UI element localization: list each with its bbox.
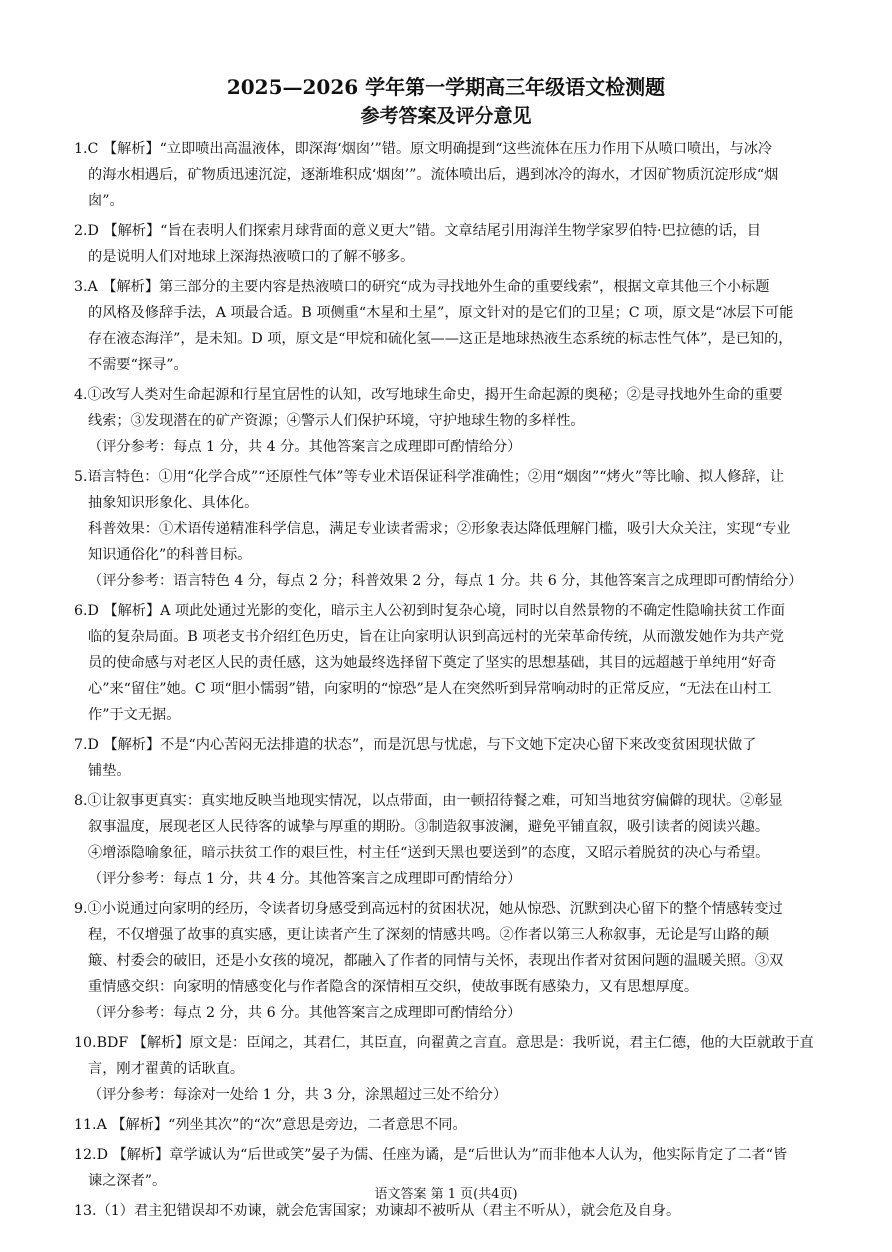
answer-line: 员的使命感与对老区人民的责任感，这为她最终选择留下奠定了坚实的思想基础，其目的远超越于单纯用“好奇 [88,655,777,671]
answer-line: 1.C 【解析】“立即喷出高温液体，即深海‘烟囱’”错。原文明确提到“这些流体在压力作用下从喷口喷出，与冰冷 [74,141,773,157]
answer-line: 不需要“探寻”。 [88,357,188,373]
answer-line: 的海水相遇后，矿物质迅速沉淀，逐渐堆积成‘烟囱’”。流体喷出后，遇到冰冷的海水，才因矿物质沉淀形成“烟 [88,167,779,183]
answer-line: 6.D 【解析】A 项此处通过光影的变化，暗示主人公初到时复杂心境，同时以自然景物的不确定性隐喻扶贫工作面 [74,603,785,619]
answer-line: 3.A 【解析】第三部分的主要内容是热液喷口的研究“成为寻找地外生命的重要线索”，根据文章其他三个小标题 [74,279,770,295]
answer-line: 重情感交织：向家明的情感变化与作者隐含的深情相互交织，使故事既有感染力，又有思想厚度。 [88,979,699,995]
answer-item [74,1030,822,1108]
answer-line: 言，刚才翟黄的话耿直。 [88,1061,245,1077]
answer-line: 5.语言特色：①用“化学合成”“还原性气体”等专业术语保证科学准确性；②用“烟囱”“烤火”等比喻、拟人修辞，让 [74,469,785,485]
answer-item [74,598,822,728]
answer-line: 12.D 【解析】章学诚认为“后世或笑”晏子为儒、任座为谲，是“后世认为”而非他本人认为，他实际肯定了二者“皆 [74,1147,788,1163]
answer-list [74,136,822,1228]
answer-line: 科普效果：①术语传递精准科学信息，满足专业读者需求；②形象表达降低理解门槛，吸引大众关注，实现“专业 [88,521,791,537]
answer-line: 铺垫。 [88,763,131,779]
answer-item [74,274,822,378]
answer-line: 抽象知识形象化、具体化。 [88,495,259,511]
answer-item [74,382,822,460]
answer-line: 7.D 【解析】不是“内心苦闷无法排遣的状态”，而是沉思与忧虑，与下文她下定决心留下来改变贫困现状做了 [74,737,757,753]
answer-line: 知识通俗化”的科普目标。 [88,547,252,563]
answer-item [74,732,822,784]
answer-line: 9.①小说通过向家明的经历，令读者切身感受到高远村的贫困状况，她从惊恐、沉默到决心留下的整个情感转变过 [74,901,783,917]
answer-line: 11.A 【解析】“列坐其次”的“次”意思是旁边，二者意思不同。 [74,1117,467,1133]
answer-line: （评分参考：每点 2 分，共 6 分。其他答案言之成理即可酌情给分） [88,1005,522,1021]
answer-line: 的风格及修辞手法，A 项最合适。B 项侧重“木星和土星”，原文针对的是它们的卫星；C 项，原文是“冰层下可能 [88,305,794,321]
answer-line: 存在液态海洋”，是未知。D 项，原文是“甲烷和硫化氢——这正是地球热液生态系统的标志性气体”，是已知的， [88,331,793,347]
answer-line: 谏之深者”。 [88,1173,167,1189]
answer-item [74,218,822,270]
answer-line: （评分参考：每点 1 分，共 4 分。其他答案言之成理即可酌情给分） [88,439,522,455]
answer-item [74,896,822,1026]
answer-item [74,1112,822,1138]
answer-line: 心”来“留住”她。C 项“胆小懦弱”错，向家明的“惊恐”是人在突然听到异常响动时的正常反应，“无法在山村工 [88,681,772,697]
answer-line: 4.①改写人类对生命起源和行星宜居性的认知，改写地球生命史，揭开生命起源的奥秘；②是寻找地外生命的重要 [74,387,783,403]
answer-line: （评分参考：语言特色 4 分，每点 2 分；科普效果 2 分，每点 1 分。共 6 分，其他答案言之成理即可酌情给分） [88,573,803,589]
answer-item [74,136,822,214]
answer-line: 8.①让叙事更真实：真实地反映当地现实情况，以点带面，由一顿招待餐之难，可知当地贫穷偏僻的现状。②彰显 [74,793,783,809]
answer-line: （评分参考：每点 1 分，共 4 分。其他答案言之成理即可酌情给分） [88,871,522,887]
answer-line: 临的复杂局面。B 项老支书介绍红色历史，旨在让向家明认识到高远村的光荣革命传统，从而激发她作为共产党 [88,629,784,645]
answer-line: 作”于文无据。 [88,707,181,723]
answer-line: 13.（1）君主犯错误却不劝谏，就会危害国家；劝谏却不被听从（君主不听从），就会危及自身。 [74,1203,681,1219]
page-footer: 语文答案 第 1 页(共4页) [374,1187,518,1202]
answer-item [74,788,822,892]
answer-line: 10.BDF 【解析】原文是：臣闻之，其君仁，其臣直，向翟黄之言直。意思是：我听说，君主仁德，他的大臣就敢于直 [74,1035,814,1051]
answer-line: 线索；③发现潜在的矿产资源；④警示人们保护环境，守护地球生物的多样性。 [88,413,585,429]
page-title: 2025—2026 学年第一学期高三年级语文检测题 [226,75,666,99]
answer-line: （评分参考：每涂对一处给 1 分，共 3 分，涂黑超过三处不给分） [88,1087,508,1103]
answer-line: ④增添隐喻象征，暗示扶贫工作的艰巨性，村主任“送到天黑也要送到”的态度，又昭示着脱贫的决心与希望。 [88,845,770,861]
page-subtitle: 参考答案及评分意见 [360,105,532,127]
answer-line: 簸、村委会的破旧，还是小女孩的境况，都融入了作者的同情与关怀，表现出作者对贫困问题的温暖关照。③双 [88,953,784,969]
answer-line: 的是说明人们对地球上深海热液喷口的了解不够多。 [88,249,415,265]
answer-line: 程，不仅增强了故事的真实感，更让读者产生了深刻的情感共鸣。②作者以第三人称叙事，无论是写山路的颠 [88,927,770,943]
answer-line: 叙事温度，展现老区人民待客的诚挚与厚重的期盼。③制造叙事波澜，避免平铺直叙，吸引读者的阅读兴趣。 [88,819,770,835]
answer-line: 2.D 【解析】“旨在表明人们探索月球背面的意义更大”错。文章结尾引用海洋生物学家罗伯特·巴拉德的话，目 [74,223,761,239]
answer-line: 囱”。 [88,193,124,209]
answer-item [74,464,822,594]
